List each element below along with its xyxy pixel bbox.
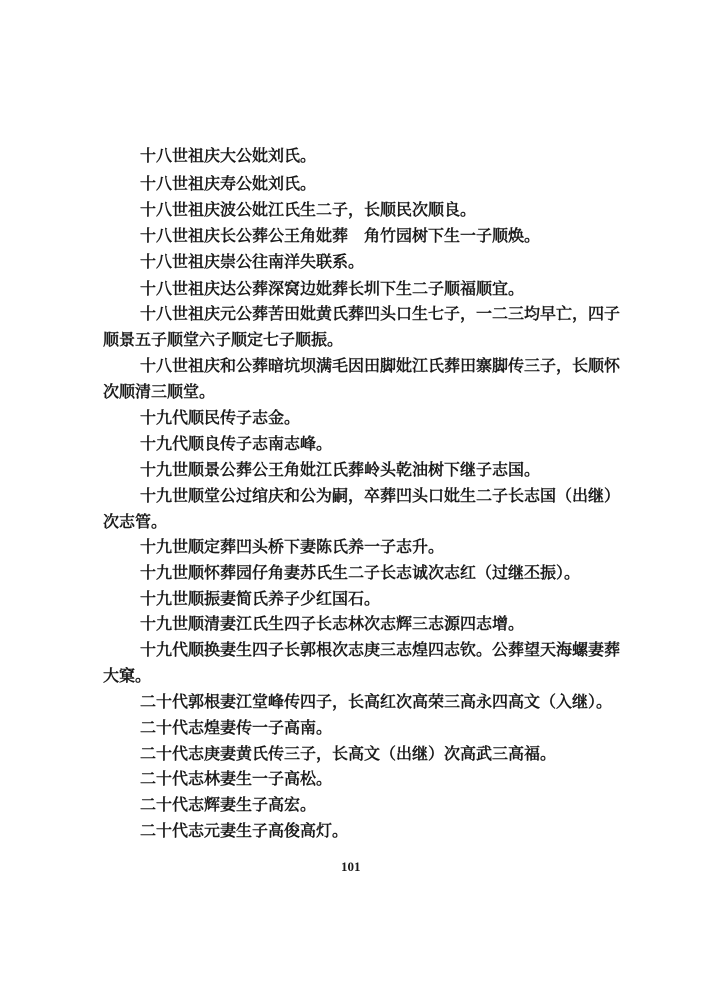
text-line: 十九代顺良传子志南志峰。 — [140, 434, 333, 453]
text-line: 十九世顺怀葬园仔角妻苏氏生二子长志诚次志红（过继丕振）。 — [140, 563, 581, 582]
text-line: 大窠。 — [103, 666, 152, 685]
text-line: 十八世祖庆波公妣江氏生二子，长顺民次顺良。 — [140, 200, 477, 219]
page-number: 101 — [341, 859, 361, 874]
text-line: 二十代志辉妻生子高宏。 — [140, 795, 317, 814]
text-line: 二十代志林妻生一子高松。 — [140, 769, 333, 788]
text-line: 十九代顺换妻生四子长郭根次志庚三志煌四志钦。公葬望天海螺妻葬 — [140, 640, 621, 659]
text-line: 十九世顺景公葬公王角妣江氏葬岭头乾油树下继子志国。 — [140, 460, 541, 479]
text-line: 十九世顺清妻江氏生四子长志林次志辉三志源四志增。 — [140, 614, 525, 633]
text-line: 十八世祖庆大公妣刘氏。 — [140, 146, 317, 165]
text-line: 二十代志庚妻黄氏传三子，长高文（出继）次高武三高福。 — [140, 744, 557, 763]
text-line: 十八世祖庆崇公往南洋失联系。 — [140, 252, 365, 271]
text-line: 次志管。 — [103, 512, 168, 531]
text-line: 十八世祖庆元公葬苦田妣黄氏葬凹头口生七子，一二三均早亡，四子 — [140, 304, 621, 323]
text-line: 十八世祖庆寿公妣刘氏。 — [140, 174, 317, 193]
text-line: 次顺清三顺堂。 — [103, 382, 216, 401]
text-line: 二十代志元妻生子高俊高灯。 — [140, 821, 349, 840]
text-line: 十九世顺堂公过绾庆和公为嗣，卒葬凹头口妣生二子长志国（出继） — [140, 486, 621, 505]
text-line: 十八世祖庆达公葬深窝边妣葬长圳下生二子顺福顺宜。 — [140, 279, 525, 298]
text-line: 二十代志煌妻传一子高南。 — [140, 718, 333, 737]
text-line: 顺景五子顺堂六子顺定七子顺振。 — [103, 330, 344, 349]
text-line: 十九世顺振妻简氏养子少红国石。 — [140, 589, 381, 608]
text-line: 十九代顺民传子志金。 — [140, 408, 301, 427]
text-line: 二十代郭根妻江堂峰传四子，长高红次高荣三高永四高文（入继）。 — [140, 692, 613, 711]
text-line: 十八世祖庆和公葬暗坑坝满毛因田脚妣江氏葬田寨脚传三子，长顺怀 — [140, 356, 621, 375]
text-line: 十八世祖庆长公葬公王角妣葬 角竹园树下生一子顺焕。 — [140, 226, 541, 245]
text-line: 十九世顺定葬凹头桥下妻陈氏养一子志升。 — [140, 537, 445, 556]
